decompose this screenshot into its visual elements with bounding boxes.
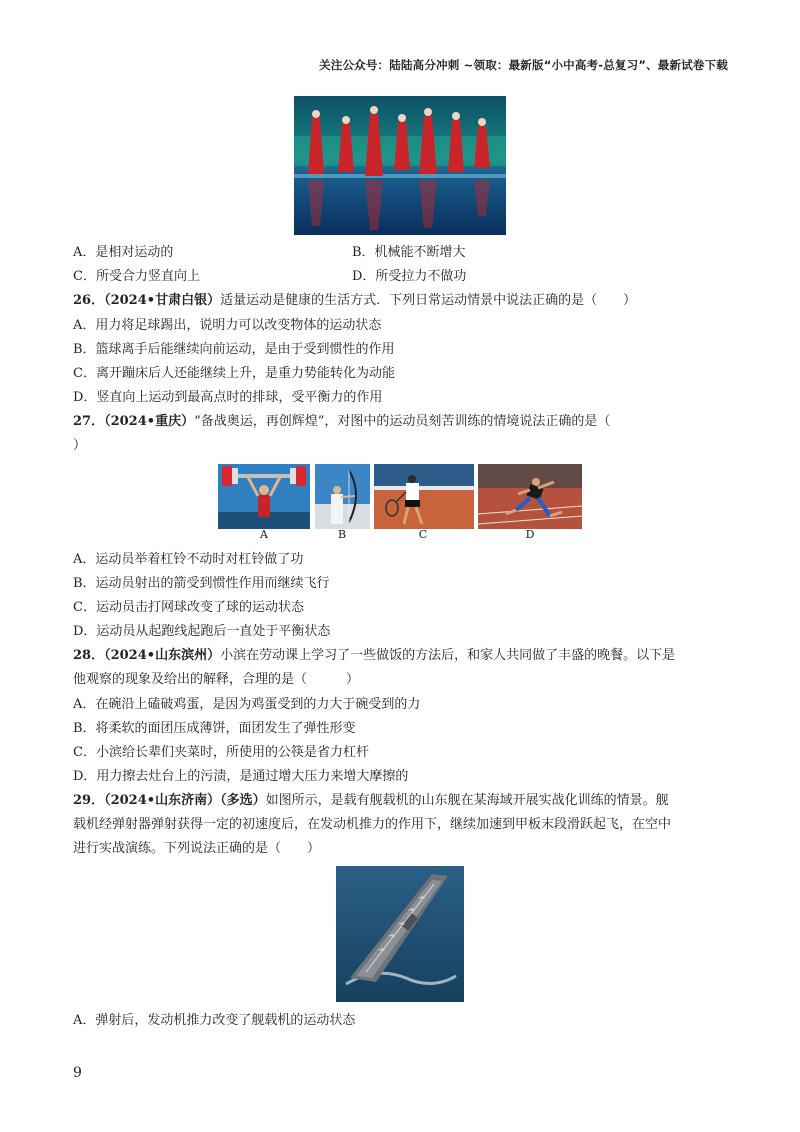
q28-option-c: C．小滨给长辈们夹菜时，所使用的公筷是省力杠杆 bbox=[73, 745, 369, 760]
q27-source: （2024•重庆） bbox=[104, 414, 195, 429]
q27-number: 27． bbox=[73, 414, 105, 429]
aircraft-carrier-illustration bbox=[336, 866, 464, 1002]
q28-number: 28． bbox=[73, 648, 105, 663]
q26-stem-line bbox=[73, 292, 636, 310]
q25-option-a: A．是相对运动的 bbox=[73, 245, 174, 260]
q27-image-label-d: D bbox=[525, 528, 535, 541]
q25-option-d: D．所受拉力不做功 bbox=[352, 269, 467, 284]
q28-option-a: A．在碗沿上磕破鸡蛋，是因为鸡蛋受到的力大于碗受到的力 bbox=[73, 697, 421, 712]
q29-option-a: A．弹射后，发动机推力改变了舰载机的运动状态 bbox=[73, 1013, 356, 1028]
q27-option-d: D．运动员从起跑线起跑后一直处于平衡状态 bbox=[73, 624, 331, 639]
q27-stem-continued: ） bbox=[73, 438, 87, 453]
page-number: 9 bbox=[73, 1065, 82, 1081]
q27-option-b: B．运动员射出的箭受到惯性作用而继续飞行 bbox=[73, 576, 330, 591]
q27-image-label-b: B bbox=[337, 528, 347, 541]
q29-stem-line bbox=[73, 792, 669, 810]
q28-stem: 小滨在劳动课上学习了一些做饭的方法后，和家人共同做了丰盛的晚餐。以下是 bbox=[220, 648, 676, 663]
sprinter-image bbox=[478, 464, 582, 529]
q27-option-c: C．运动员击打网球改变了球的运动状态 bbox=[73, 600, 304, 615]
aircraft-carrier-image bbox=[336, 866, 464, 1002]
dancers-illustration bbox=[294, 96, 506, 235]
q26-option-b: B．篮球离手后能继续向前运动，是由于受到惯性的作用 bbox=[73, 342, 395, 357]
archer-illustration bbox=[315, 464, 370, 529]
q27-stem: “备战奥运，再创辉煌”，对图中的运动员刻苦训练的情境说法正确的是（ bbox=[194, 414, 611, 429]
archer-image bbox=[315, 464, 370, 529]
q26-option-a: A．用力将足球踢出，说明力可以改变物体的运动状态 bbox=[73, 318, 382, 333]
q28-stem-continued: 他观察的现象及给出的解释，合理的是（ ） bbox=[73, 672, 360, 687]
weightlifter-image bbox=[218, 464, 310, 529]
dancers-image bbox=[294, 96, 506, 235]
q25-option-c: C．所受合力竖直向上 bbox=[73, 269, 200, 284]
q27-image-label-a: A bbox=[260, 528, 268, 541]
q28-option-d: D．用力擦去灶台上的污渍，是通过增大压力来增大摩擦的 bbox=[73, 769, 409, 784]
q26-stem: 适量运动是健康的生活方式．下列日常运动情景中说法正确的是（ ） bbox=[220, 293, 637, 308]
q28-stem-line bbox=[73, 647, 675, 665]
q29-number: 29． bbox=[73, 793, 105, 808]
sprinter-illustration bbox=[478, 464, 582, 529]
q28-option-b: B．将柔软的面团压成薄饼，面团发生了弹性形变 bbox=[73, 721, 356, 736]
q27-image-label-c: C bbox=[418, 528, 428, 541]
q29-multi-select-tag: （多选） bbox=[220, 793, 266, 808]
tennis-illustration bbox=[374, 464, 474, 529]
q29-stem-continued-1: 载机经弹射器弹射获得一定的初速度后，在发动机推力的作用下，继续加速到甲板末段滑跃起飞，在空中 bbox=[73, 817, 672, 832]
q26-option-c: C．离开蹦床后人还能继续上升，是重力势能转化为动能 bbox=[73, 366, 395, 381]
q29-stem-continued-2: 进行实战演练。下列说法正确的是（ ） bbox=[73, 841, 321, 856]
header-notice: 关注公众号：陆陆高分冲刺 ~领取：最新版“小中高考-总复习”、最新试卷下载 bbox=[319, 58, 728, 72]
q27-stem-line bbox=[73, 413, 610, 431]
q28-source: （2024•山东滨州） bbox=[104, 648, 221, 663]
q25-option-b: B．机械能不断增大 bbox=[352, 245, 466, 260]
q26-option-d: D．竖直向上运动到最高点时的排球，受平衡力的作用 bbox=[73, 390, 383, 405]
tennis-image bbox=[374, 464, 474, 529]
q29-stem: 如图所示，是载有舰载机的山东舰在某海域开展实战化训练的情景。舰 bbox=[265, 793, 669, 808]
q26-source: （2024•甘肃白银） bbox=[104, 293, 221, 308]
q29-source: （2024•山东济南） bbox=[104, 793, 221, 808]
q26-number: 26． bbox=[73, 293, 105, 308]
q27-option-a: A．运动员举着杠铃不动时对杠铃做了功 bbox=[73, 552, 304, 567]
weightlifter-illustration bbox=[218, 464, 310, 529]
